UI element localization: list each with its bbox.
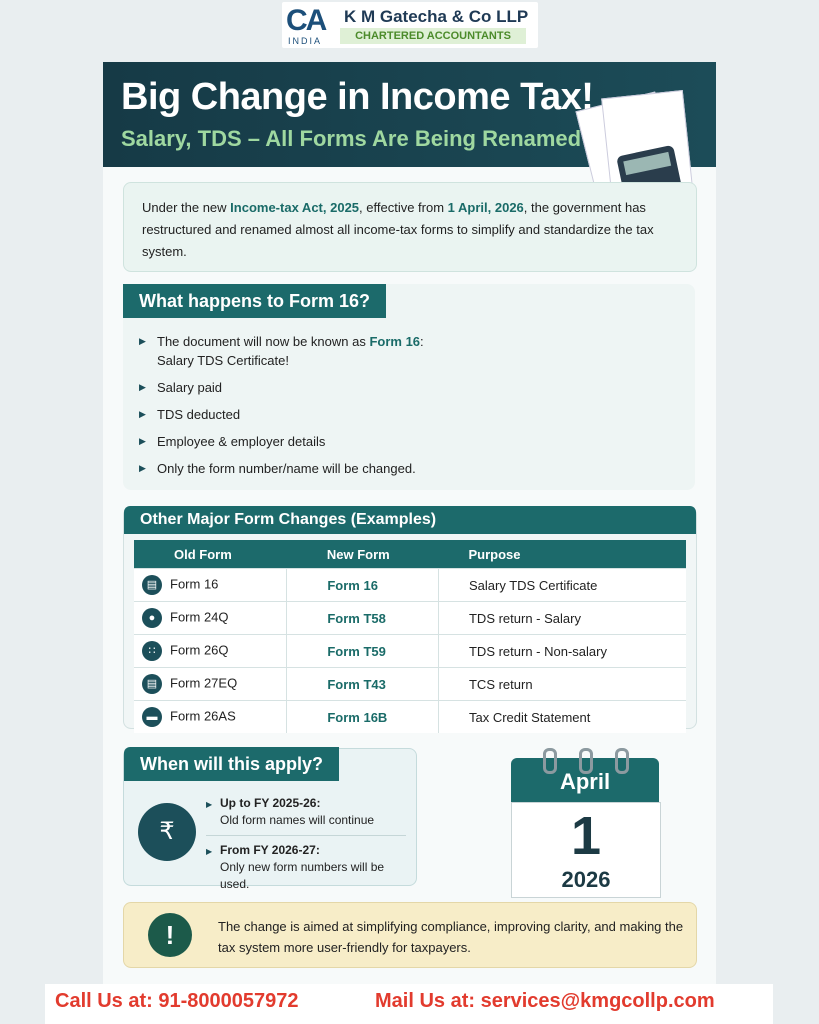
group-icon: ∷ [142,641,162,661]
list-item: ▶ The document will now be known as Form 16: Salary TDS Certificate! [139,332,429,370]
firm-name: K M Gatecha & Co LLP [344,7,529,26]
logo-country: INDIA [288,36,323,46]
list-item: ▶ Only the form number/name will be changed. [139,459,429,478]
exclamation-icon: ! [148,913,192,957]
header-banner [103,62,716,167]
call-link[interactable]: Call Us at: 91-8000057972 [55,990,299,1012]
note-box [123,902,697,968]
list-item: ▶ TDS deducted [139,405,429,424]
form-changes-table [134,540,686,733]
col-new-form: New Form [287,540,439,569]
table-row: ▤ Form 27EQ Form T43 TCS return [134,668,686,701]
form16-bullets [139,332,429,486]
effective-date: 1 April, 2026 [447,200,524,215]
firm-tagline: CHARTERED ACCOUNTANTS [340,28,526,44]
apply-section [123,748,417,891]
col-old-form: Old Form [134,540,287,569]
changes-heading: Other Major Form Changes (Examples) [124,506,696,534]
list-item: ▶ From FY 2026-27: Only new form numbers will be used. [206,842,406,893]
ring-icon [543,748,557,774]
table-row: ● Form 24Q Form T58 TDS return - Salary [134,602,686,635]
receipt-icon: ▤ [142,674,162,694]
list-item: ▶ Salary paid [139,378,429,397]
intro-box [123,182,697,272]
table-row: ▬ Form 26AS Form 16B Tax Credit Statement [134,701,686,734]
ring-icon [579,748,593,774]
page-title: Big Change in Income Tax! [121,76,594,118]
infographic-card [103,62,716,984]
apply-list [206,795,406,893]
act-name: Income-tax Act, 2025 [230,200,360,215]
form-changes-section [123,507,697,729]
contact-footer [45,984,773,1024]
table-row: ▤ Form 16 Form 16 Salary TDS Certificate [134,569,686,602]
mail-link[interactable]: Mail Us at: services@kmgcollp.com [375,990,715,1012]
calendar-year: 2026 [561,867,611,892]
calendar-month: April [511,758,659,802]
calendar-graphic [491,742,677,892]
list-item: ▶ Employee & employer details [139,432,429,451]
apply-heading: When will this apply? [124,747,339,781]
form16-section [123,284,695,490]
document-icon: ▤ [142,575,162,595]
ring-icon [615,748,629,774]
calendar-day: 1 [570,806,602,866]
calendar-rupee-icon: ₹ [138,803,196,861]
intro-text: Under the new Income-tax Act, 2025, effective from 1 April, 2026, the government has restructured and renamed almost all income-tax forms to simplify and standardize the tax system. [142,200,654,259]
firm-logo [282,2,538,48]
note-text: The change is aimed at simplifying compliance, improving clarity, and making the tax system more user-friendly for taxpayers. [218,919,684,955]
page-subtitle: Salary, TDS – All Forms Are Being Renamed [121,126,582,151]
col-purpose: Purpose [438,540,686,569]
list-item: ▶ Up to FY 2025-26: Old form names will continue [206,795,406,829]
card-icon: ▬ [142,707,162,727]
users-icon: ● [142,608,162,628]
form16-heading: What happens to Form 16? [123,284,386,318]
ca-logo-icon: CA [286,4,326,37]
table-row: ∷ Form 26Q Form T59 TDS return - Non-salary [134,635,686,668]
